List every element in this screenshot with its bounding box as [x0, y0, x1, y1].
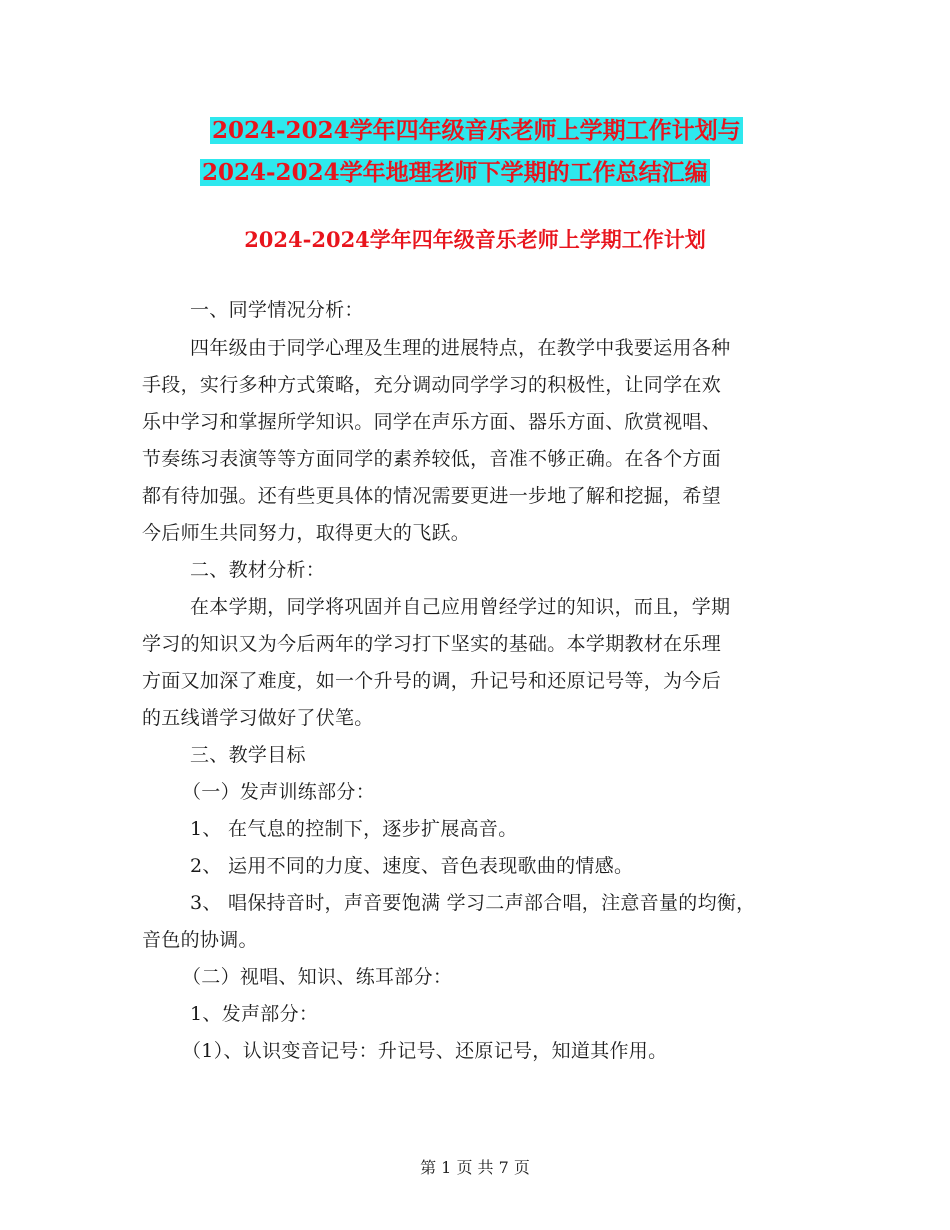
paragraph-line: 四年级由于同学心理及生理的进展特点，在教学中我要运用各种 — [190, 337, 731, 359]
section-title: 2024-2024学年四年级音乐老师上学期工作计划 — [244, 227, 706, 252]
title-line-1 — [210, 115, 743, 147]
paragraph-line: 的五线谱学习做好了伏笔。 — [142, 707, 374, 729]
title-line-2 — [200, 157, 710, 189]
heading-student-analysis: 一、同学情况分析： — [190, 299, 364, 321]
paragraph-line: 在本学期，同学将巩固并自己应用曾经学过的知识，而且，学期 — [190, 596, 731, 618]
paragraph-line: 乐中学习和掌握所学知识。同学在声乐方面、器乐方面、欣赏视唱、 — [142, 411, 722, 433]
list-item: 3、 唱保持音时，声音要饱满 学习二声部合唱，注意音量的均衡， — [190, 892, 756, 914]
paragraph-line: 节奏练习表演等等方面同学的素养较低，音准不够正确。在各个方面 — [142, 448, 722, 470]
paragraph-line: 都有待加强。还有些更具体的情况需要更进一步地了解和挖掘，希望 — [142, 485, 722, 507]
subheading-sight-singing: （二）视唱、知识、练耳部分： — [182, 966, 453, 988]
page-footer: 第 1 页 共 7 页 — [420, 1158, 530, 1177]
subheading-vocal-training: （一）发声训练部分： — [182, 781, 376, 803]
paragraph-line: 方面又加深了难度，如一个升号的调，升记号和还原记号等，为今后 — [142, 670, 722, 692]
heading-textbook-analysis: 二、教材分析： — [190, 559, 326, 581]
paragraph-line: 学习的知识又为今后两年的学习打下坚实的基础。本学期教材在乐理 — [142, 633, 722, 655]
list-item: 1、 在气息的控制下，逐步扩展高音。 — [190, 818, 518, 840]
list-item: 2、 运用不同的力度、速度、音色表现歌曲的情感。 — [190, 855, 634, 877]
paragraph-line: 手段，实行多种方式策略，充分调动同学学习的积极性，让同学在欢 — [142, 374, 722, 396]
heading-teaching-goals: 三、教学目标 — [190, 744, 306, 766]
paragraph-line: 今后师生共同努力，取得更大的飞跃。 — [142, 522, 471, 544]
list-item: （1）、认识变音记号：升记号、还原记号，知道其作用。 — [182, 1040, 668, 1062]
list-item: 1、发声部分： — [190, 1003, 319, 1025]
title-line-2-text: 2024-2024学年地理老师下学期的工作总结汇编 — [202, 159, 708, 186]
list-item-continuation: 音色的协调。 — [142, 929, 258, 951]
title-line-1-text: 2024-2024学年四年级音乐老师上学期工作计划与 — [212, 117, 741, 144]
